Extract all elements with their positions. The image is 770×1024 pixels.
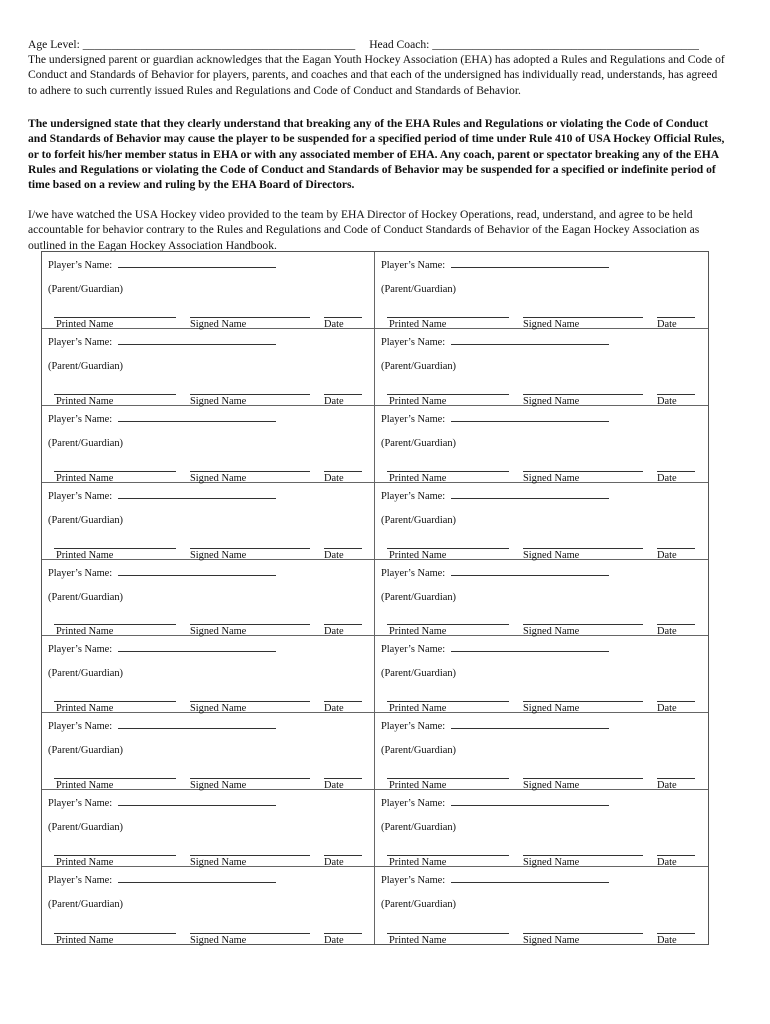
printed-name-label: Printed Name bbox=[56, 626, 114, 638]
date-input[interactable] bbox=[657, 471, 695, 472]
signature-block bbox=[42, 636, 375, 713]
date-label: Date bbox=[324, 395, 344, 407]
printed-name-input[interactable] bbox=[54, 394, 176, 395]
date-label: Date bbox=[657, 857, 677, 869]
printed-name-label: Printed Name bbox=[389, 472, 447, 484]
date-input[interactable] bbox=[324, 548, 362, 549]
signature-lines bbox=[54, 933, 364, 934]
player-name-row bbox=[48, 795, 276, 809]
player-name-input[interactable] bbox=[451, 795, 609, 806]
date-input[interactable] bbox=[324, 933, 362, 934]
player-name-label: Player’s Name: bbox=[48, 798, 113, 810]
signature-lines bbox=[387, 933, 698, 934]
player-name-input[interactable] bbox=[118, 795, 276, 806]
printed-name-label: Printed Name bbox=[389, 780, 447, 792]
player-name-row bbox=[381, 488, 609, 502]
signature-lines bbox=[54, 624, 364, 625]
parent-guardian-label: (Parent/Guardian) bbox=[381, 284, 457, 295]
date-label: Date bbox=[657, 318, 677, 330]
player-name-label: Player’s Name: bbox=[381, 798, 446, 810]
date-input[interactable] bbox=[657, 701, 695, 702]
signature-lines bbox=[387, 701, 698, 702]
date-label: Date bbox=[657, 780, 677, 792]
header-line bbox=[28, 37, 748, 52]
age-level-field[interactable]: Age Level: _______________________________________________ bbox=[28, 38, 356, 51]
parent-guardian-label: (Parent/Guardian) bbox=[48, 437, 124, 449]
player-name-input[interactable] bbox=[451, 334, 609, 345]
printed-name-label: Printed Name bbox=[389, 934, 447, 946]
player-name-input[interactable] bbox=[118, 872, 276, 883]
player-name-row bbox=[48, 257, 276, 271]
parent-guardian-label: (Parent/Guardian) bbox=[381, 899, 457, 911]
signed-name-label: Signed Name bbox=[190, 857, 247, 869]
player-name-input[interactable] bbox=[118, 565, 276, 576]
signed-name-label: Signed Name bbox=[190, 780, 247, 792]
printed-name-input[interactable] bbox=[387, 855, 509, 856]
signed-name-label: Signed Name bbox=[190, 395, 247, 407]
date-label: Date bbox=[324, 626, 344, 638]
date-input[interactable] bbox=[324, 317, 362, 318]
signed-name-input[interactable] bbox=[523, 701, 643, 702]
signature-block bbox=[375, 329, 708, 406]
parent-guardian-label: (Parent/Guardian) bbox=[48, 591, 124, 603]
signature-grid bbox=[41, 251, 709, 945]
player-name-input[interactable] bbox=[451, 718, 609, 729]
signature-lines bbox=[387, 317, 698, 318]
player-name-label: Player’s Name: bbox=[48, 490, 113, 502]
printed-name-input[interactable] bbox=[54, 548, 176, 549]
date-label: Date bbox=[657, 549, 677, 561]
signed-name-label: Signed Name bbox=[523, 857, 580, 869]
player-name-row bbox=[381, 795, 609, 809]
signed-name-input[interactable] bbox=[523, 471, 643, 472]
signature-lines bbox=[387, 855, 698, 856]
player-name-label: Player’s Name: bbox=[48, 260, 113, 271]
player-name-input[interactable] bbox=[118, 641, 276, 652]
date-label: Date bbox=[657, 703, 677, 715]
player-name-row bbox=[48, 872, 276, 886]
printed-name-label: Printed Name bbox=[56, 472, 114, 484]
player-name-input[interactable] bbox=[451, 257, 609, 268]
parent-guardian-label: (Parent/Guardian) bbox=[48, 899, 124, 911]
date-label: Date bbox=[324, 857, 344, 869]
signed-name-input[interactable] bbox=[523, 548, 643, 549]
printed-name-label: Printed Name bbox=[389, 857, 447, 869]
parent-guardian-label: (Parent/Guardian) bbox=[381, 360, 457, 372]
date-label: Date bbox=[324, 472, 344, 484]
date-label: Date bbox=[657, 472, 677, 484]
signed-name-label: Signed Name bbox=[190, 626, 247, 638]
player-name-input[interactable] bbox=[451, 565, 609, 576]
date-input[interactable] bbox=[324, 624, 362, 625]
date-input[interactable] bbox=[324, 701, 362, 702]
printed-name-input[interactable] bbox=[387, 548, 509, 549]
parent-guardian-label: (Parent/Guardian) bbox=[381, 514, 457, 526]
signed-name-input[interactable] bbox=[523, 778, 643, 779]
signature-block bbox=[375, 406, 708, 483]
player-name-label: Player’s Name: bbox=[48, 875, 113, 887]
player-name-input[interactable] bbox=[451, 872, 609, 883]
date-label: Date bbox=[657, 395, 677, 407]
parent-guardian-label: (Parent/Guardian) bbox=[381, 745, 457, 757]
signature-lines bbox=[387, 778, 698, 779]
player-name-label: Player’s Name: bbox=[48, 413, 113, 425]
signed-name-input[interactable] bbox=[190, 624, 310, 625]
printed-name-label: Printed Name bbox=[56, 395, 114, 407]
player-name-row bbox=[48, 641, 276, 655]
parent-guardian-label: (Parent/Guardian) bbox=[48, 284, 124, 295]
signed-name-label: Signed Name bbox=[523, 780, 580, 792]
printed-name-input[interactable] bbox=[54, 855, 176, 856]
player-name-label: Player’s Name: bbox=[381, 567, 446, 579]
signed-name-input[interactable] bbox=[190, 471, 310, 472]
date-label: Date bbox=[657, 626, 677, 638]
printed-name-input[interactable] bbox=[54, 317, 176, 318]
signature-lines bbox=[54, 471, 364, 472]
date-input[interactable] bbox=[657, 855, 695, 856]
player-name-row bbox=[48, 565, 276, 579]
signed-name-label: Signed Name bbox=[523, 626, 580, 638]
player-name-row bbox=[381, 718, 609, 732]
printed-name-input[interactable] bbox=[387, 394, 509, 395]
parent-guardian-label: (Parent/Guardian) bbox=[381, 437, 457, 449]
signature-lines bbox=[54, 548, 364, 549]
printed-name-label: Printed Name bbox=[56, 780, 114, 792]
player-name-row bbox=[381, 257, 609, 271]
signature-lines bbox=[54, 855, 364, 856]
player-name-label: Player’s Name: bbox=[48, 336, 113, 348]
signature-block bbox=[375, 713, 708, 790]
signed-name-input[interactable] bbox=[523, 394, 643, 395]
printed-name-input[interactable] bbox=[387, 778, 509, 779]
signature-block bbox=[42, 329, 375, 406]
signed-name-input[interactable] bbox=[190, 778, 310, 779]
signed-name-input[interactable] bbox=[523, 855, 643, 856]
parent-guardian-label: (Parent/Guardian) bbox=[48, 822, 124, 834]
signed-name-label: Signed Name bbox=[523, 934, 580, 946]
signature-block bbox=[375, 867, 708, 944]
player-name-row bbox=[48, 411, 276, 425]
signature-block bbox=[42, 483, 375, 560]
printed-name-label: Printed Name bbox=[56, 857, 114, 869]
date-label: Date bbox=[324, 780, 344, 792]
signed-name-input[interactable] bbox=[190, 394, 310, 395]
date-input[interactable] bbox=[324, 471, 362, 472]
date-input[interactable] bbox=[657, 548, 695, 549]
player-name-label: Player’s Name: bbox=[48, 721, 113, 733]
parent-guardian-label: (Parent/Guardian) bbox=[381, 668, 457, 680]
parent-guardian-label: (Parent/Guardian) bbox=[48, 514, 124, 526]
signature-block bbox=[375, 790, 708, 867]
signature-lines bbox=[54, 317, 364, 318]
date-input[interactable] bbox=[324, 394, 362, 395]
date-input[interactable] bbox=[657, 394, 695, 395]
printed-name-input[interactable] bbox=[387, 317, 509, 318]
printed-name-label: Printed Name bbox=[56, 703, 114, 715]
signed-name-input[interactable] bbox=[190, 317, 310, 318]
player-name-row bbox=[381, 411, 609, 425]
signature-block bbox=[42, 560, 375, 637]
date-label: Date bbox=[324, 703, 344, 715]
printed-name-input[interactable] bbox=[387, 701, 509, 702]
date-input[interactable] bbox=[657, 624, 695, 625]
player-name-label: Player’s Name: bbox=[381, 260, 446, 271]
printed-name-label: Printed Name bbox=[56, 934, 114, 946]
signed-name-label: Signed Name bbox=[190, 318, 247, 330]
signed-name-input[interactable] bbox=[190, 855, 310, 856]
player-name-row bbox=[381, 334, 609, 348]
printed-name-label: Printed Name bbox=[389, 703, 447, 715]
printed-name-label: Printed Name bbox=[56, 318, 114, 330]
signature-block bbox=[42, 252, 375, 329]
printed-name-input[interactable] bbox=[387, 933, 509, 934]
signed-name-label: Signed Name bbox=[523, 318, 580, 330]
date-label: Date bbox=[657, 934, 677, 946]
date-label: Date bbox=[324, 318, 344, 330]
signature-block bbox=[375, 483, 708, 560]
printed-name-label: Printed Name bbox=[389, 318, 447, 330]
player-name-input[interactable] bbox=[451, 641, 609, 652]
player-name-input[interactable] bbox=[118, 334, 276, 345]
signed-name-input[interactable] bbox=[523, 624, 643, 625]
parent-guardian-label: (Parent/Guardian) bbox=[48, 668, 124, 680]
signature-lines bbox=[54, 778, 364, 779]
signed-name-input[interactable] bbox=[190, 933, 310, 934]
player-name-row bbox=[48, 334, 276, 348]
player-name-label: Player’s Name: bbox=[381, 413, 446, 425]
player-name-row bbox=[381, 565, 609, 579]
printed-name-label: Printed Name bbox=[56, 549, 114, 561]
signed-name-input[interactable] bbox=[523, 317, 643, 318]
player-name-input[interactable] bbox=[451, 488, 609, 499]
parent-guardian-label: (Parent/Guardian) bbox=[48, 745, 124, 757]
player-name-row bbox=[381, 872, 609, 886]
signature-block bbox=[42, 406, 375, 483]
head-coach-field[interactable]: Head Coach: ______________________________________________ bbox=[369, 38, 699, 51]
signature-block bbox=[42, 713, 375, 790]
signed-name-label: Signed Name bbox=[190, 934, 247, 946]
player-name-label: Player’s Name: bbox=[381, 336, 446, 348]
printed-name-label: Printed Name bbox=[389, 626, 447, 638]
signature-block bbox=[42, 790, 375, 867]
player-name-label: Player’s Name: bbox=[48, 644, 113, 656]
player-name-label: Player’s Name: bbox=[381, 721, 446, 733]
signature-lines bbox=[387, 394, 698, 395]
date-input[interactable] bbox=[324, 855, 362, 856]
signed-name-label: Signed Name bbox=[190, 549, 247, 561]
signature-lines bbox=[54, 701, 364, 702]
printed-name-input[interactable] bbox=[387, 624, 509, 625]
signed-name-label: Signed Name bbox=[523, 395, 580, 407]
signature-block bbox=[375, 252, 708, 329]
signed-name-input[interactable] bbox=[190, 701, 310, 702]
signature-lines bbox=[387, 548, 698, 549]
player-name-input[interactable] bbox=[118, 718, 276, 729]
player-name-label: Player’s Name: bbox=[381, 644, 446, 656]
printed-name-input[interactable] bbox=[54, 471, 176, 472]
printed-name-label: Printed Name bbox=[389, 395, 447, 407]
signed-name-label: Signed Name bbox=[523, 703, 580, 715]
signature-block bbox=[42, 867, 375, 944]
acknowledgment-paragraph: The undersigned parent or guardian acknowledges that the Eagan Youth Hockey Association (EHA) has adopted a Rules and Regulations and Code of Conduct and Standards of Behavior for players, parents, and coaches and that each of the undersigned has individually read, understands, has agreed to adhere to such currently issued Rules and Regulations and Code of Conduct and Standards of Behavior. bbox=[28, 53, 725, 97]
printed-name-input[interactable] bbox=[387, 471, 509, 472]
signature-lines bbox=[387, 624, 698, 625]
date-label: Date bbox=[324, 934, 344, 946]
printed-name-input[interactable] bbox=[54, 624, 176, 625]
warning-paragraph: The undersigned state that they clearly understand that breaking any of the EHA Rules and Regulations or violating the Code of Conduct and Standards of Behavior may cause the player to be suspended for a specified period of time under Rule 410 of USA Hockey Official Rules, or to forfeit his/her member status in EHA or with any associated member of EHA. Any coach, parent or spectator breaking any of the EHA Rules and Regulations or violating the Code of Conduct and Standards of Behavior may be suspended for a specified or indefinite period of time based on a review and ruling by the EHA Board of Directors. bbox=[28, 117, 725, 192]
player-name-input[interactable] bbox=[118, 411, 276, 422]
parent-guardian-label: (Parent/Guardian) bbox=[48, 360, 124, 372]
player-name-row bbox=[48, 718, 276, 732]
parent-guardian-label: (Parent/Guardian) bbox=[381, 822, 457, 834]
player-name-label: Player’s Name: bbox=[381, 875, 446, 887]
signature-block bbox=[375, 560, 708, 637]
signed-name-label: Signed Name bbox=[190, 472, 247, 484]
date-input[interactable] bbox=[324, 778, 362, 779]
date-input[interactable] bbox=[657, 933, 695, 934]
date-input[interactable] bbox=[657, 317, 695, 318]
signed-name-label: Signed Name bbox=[523, 472, 580, 484]
signed-name-label: Signed Name bbox=[523, 549, 580, 561]
signature-lines bbox=[387, 471, 698, 472]
video-paragraph: I/we have watched the USA Hockey video provided to the team by EHA Director of Hockey Operations, read, understand, and agree to be held accountable for behavior contrary to the Rules and Regulations and Code of Conduct Standards of Behavior of the Eagan Hockey Association as outlined in the Eagan Hockey Association Handbook. bbox=[28, 208, 700, 252]
player-name-row bbox=[48, 488, 276, 502]
signature-block bbox=[375, 636, 708, 713]
player-name-row bbox=[381, 641, 609, 655]
player-name-input[interactable] bbox=[118, 488, 276, 499]
player-name-label: Player’s Name: bbox=[381, 490, 446, 502]
player-name-input[interactable] bbox=[118, 257, 276, 268]
signed-name-label: Signed Name bbox=[190, 703, 247, 715]
player-name-label: Player’s Name: bbox=[48, 567, 113, 579]
date-input[interactable] bbox=[657, 778, 695, 779]
parent-guardian-label: (Parent/Guardian) bbox=[381, 591, 457, 603]
signature-lines bbox=[54, 394, 364, 395]
printed-name-label: Printed Name bbox=[389, 549, 447, 561]
signed-name-input[interactable] bbox=[190, 548, 310, 549]
date-label: Date bbox=[324, 549, 344, 561]
printed-name-input[interactable] bbox=[54, 778, 176, 779]
player-name-input[interactable] bbox=[451, 411, 609, 422]
signed-name-input[interactable] bbox=[523, 933, 643, 934]
printed-name-input[interactable] bbox=[54, 933, 176, 934]
printed-name-input[interactable] bbox=[54, 701, 176, 702]
